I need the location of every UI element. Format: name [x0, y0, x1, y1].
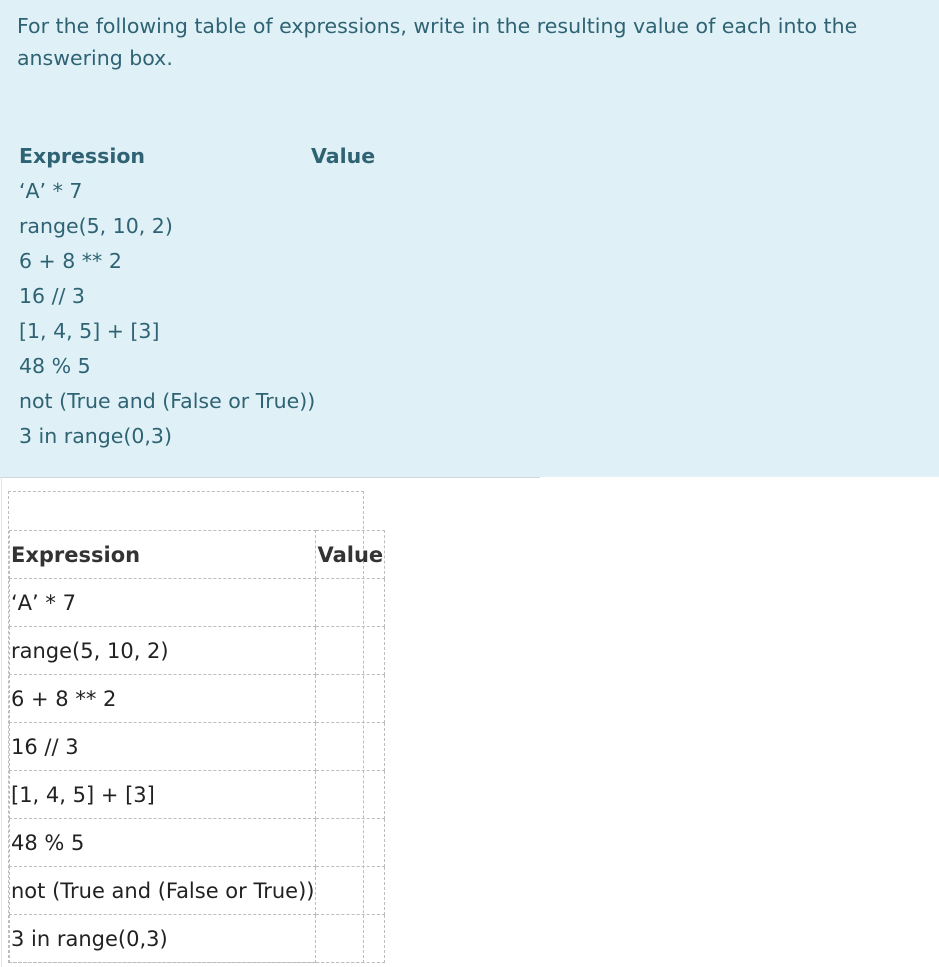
answer-value-cell[interactable]: [316, 627, 385, 675]
answer-header-value: Value: [316, 531, 385, 579]
expression-item: range(5, 10, 2): [19, 214, 173, 238]
table-row: [10, 819, 385, 867]
expression-item: [1, 4, 5] + [3]: [19, 319, 160, 343]
answer-expression-cell: ‘A’ * 7: [10, 579, 316, 627]
question-text: For the following table of expressions, write in the resulting value of each into the answering box.: [17, 14, 858, 70]
answer-table-header-row: [10, 531, 385, 579]
answer-value-cell[interactable]: [316, 771, 385, 819]
table-row: [10, 867, 385, 915]
expression-list-header: [19, 144, 439, 179]
expression-item: ‘A’ * 7: [19, 179, 83, 203]
expression-item: 3 in range(0,3): [19, 424, 172, 448]
table-row: [10, 675, 385, 723]
header-expression: Expression: [19, 144, 146, 168]
answer-table: [9, 530, 385, 963]
expression-list: [19, 144, 439, 459]
answer-value-cell[interactable]: [316, 867, 385, 915]
table-row: [10, 627, 385, 675]
answer-expression-cell: not (True and (False or True)): [10, 867, 316, 915]
answer-expression-cell: 3 in range(0,3): [10, 915, 316, 963]
expression-item: 16 // 3: [19, 284, 85, 308]
answer-value-cell[interactable]: [316, 915, 385, 963]
expression-item: not (True and (False or True)): [19, 389, 316, 413]
answer-value-cell[interactable]: [316, 579, 385, 627]
expression-item: 6 + 8 ** 2: [19, 249, 122, 273]
answer-expression-cell: [1, 4, 5] + [3]: [10, 771, 316, 819]
question-panel: [0, 0, 939, 477]
table-row: [10, 771, 385, 819]
answer-value-cell[interactable]: [316, 723, 385, 771]
answer-expression-cell: 16 // 3: [10, 723, 316, 771]
answer-expression-cell: range(5, 10, 2): [10, 627, 316, 675]
table-row: [10, 915, 385, 963]
answer-value-cell[interactable]: [316, 675, 385, 723]
table-row: [10, 723, 385, 771]
answer-expression-cell: 6 + 8 ** 2: [10, 675, 316, 723]
answer-value-cell[interactable]: [316, 819, 385, 867]
header-value: Value: [311, 144, 376, 168]
table-row: [10, 579, 385, 627]
answer-expression-cell: 48 % 5: [10, 819, 316, 867]
expression-item: 48 % 5: [19, 354, 91, 378]
answer-header-expression: Expression: [10, 531, 316, 579]
